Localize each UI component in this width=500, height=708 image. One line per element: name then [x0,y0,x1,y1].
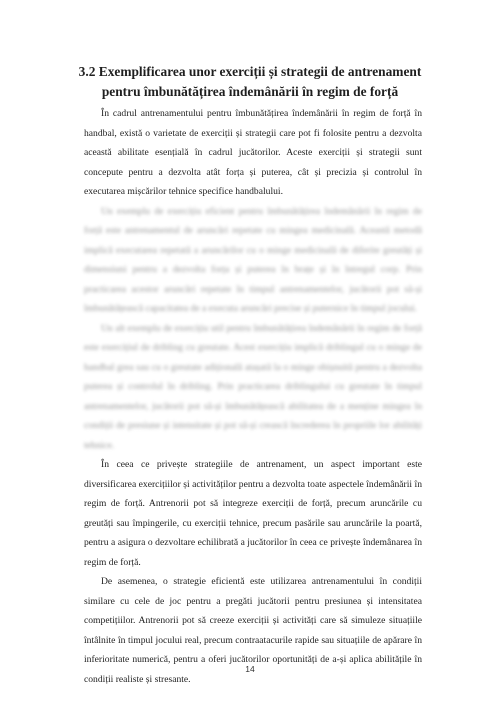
paragraph-intro: În cadrul antrenamentului pentru îmbunătățirea îndemânării în regim de forță în handbal, există o varietate de exerciții și strategii care pot fi folosite pentru a dezvolta această abilitate esențială în cadrul jucătorilor. Aceste exerciții și strategii sunt concepute pentru a dezvolta atât forța și puterea, cât și precizia și controlul în executarea mișcărilor tehnice specifice handbalului. [84,108,422,197]
document-body [84,104,422,689]
paragraph-game-conditions: De asemenea, o strategie eficientă este utilizarea antrenamentului în condiții similare cu cele de joc pentru a pregăti jucătorii pentru presiunea și intensitatea competițiilor. Antrenorii pot să creeze exerciții și activități care să simuleze situațiile întâlnite în timpul jocului real, precum contraatacurile rapide sau situațiile de apărare în inferioritate numerică, pentru a oferi jucătorilor oportunități de a-și aplica abilitățile în condiții realiste și stresante. [84,576,422,685]
paragraph-training-strategies: În ceea ce privește strategiile de antrenament, un aspect important este diversificarea exercițiilor și activităților pentru a dezvolta toate aspectele îndemânării în regim de forță. Antrenorii pot să integreze exerciții de forță, precum aruncările cu greutăți sau împingerile, cu exerciții tehnice, precum pasările sau aruncările la poartă, pentru a asigura o dezvoltare echilibrată a jucătorilor în ceea ce privește îndemânarea în regim de forță. [84,459,422,568]
paragraph-weighted-dribble: Un alt exemplu de exercițiu util pentru îmbunătățirea îndemânării în regim de forță este exercițiul de dribling cu greutate. Acest exercițiu implică driblingul cu o minge de handbal grea sau cu o greutate adițională atașată la o minge obișnuită pentru a dezvolta puterea și controlul în dribling. Prin practicarea driblingului cu greutate în timpul antrenamentelor, jucătorii pot să-și îmbunătățească abilitatea de a menține mingea în condiții de presiune și intensitate și pot să-și crească încrederea în propriile lor abilități tehnice. [84,322,422,451]
page-number: 14 [245,664,255,674]
paragraph-medicine-ball-blurred: Un exemplu de exercițiu eficient pentru îmbunătățirea îndemânării în regim de forță este antrenamentul de aruncări repetate cu mingea medicinală. Această metodă implică executarea repetată a aruncărilor cu o minge medicinală de diferite greutăți și dimensiuni pentru a dezvolta forța și puterea în brațe și în întregul corp. Prin practicarea acestor aruncări repetate în timpul antrenamentelor, jucătorii pot să-și îmbunătățească capacitatea de a executa aruncări precise și puternice în timpul jocului. [84,205,422,314]
section-title: 3.2 Exemplificarea unor exerciții și strategii de antrenament pentru îmbunătățirea îndemânării în regim de forță [78,64,422,99]
